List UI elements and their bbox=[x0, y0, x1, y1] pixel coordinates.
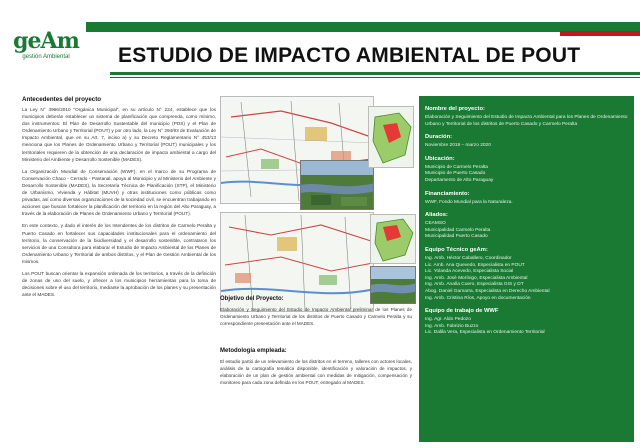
methodology-text: El estudio partió de un relevamiento de los distritos en el terreno, talleres con actores locales, análisis de la cartografía temática disponible, identificación y valoración de impactos, y elaboración de un plan de gestión ambiental con medidas de mitigación, compensación y monitoreo para cada zona definida en los POUT, entregado al MADES. bbox=[220, 359, 412, 385]
info-text: Departamento de Alto Paraguay bbox=[425, 177, 494, 183]
team-member: Ing. Amb. Fabrizio Buzzo bbox=[425, 323, 479, 329]
location-inset-map-2 bbox=[370, 214, 416, 264]
team-member: Ing. Agr. Aldo Pedozo bbox=[425, 317, 471, 323]
info-project-name bbox=[425, 106, 628, 128]
info-text: Municipalidad Puerto Casado bbox=[425, 234, 488, 240]
header-red-bar bbox=[560, 31, 640, 36]
title-rule-red bbox=[110, 77, 640, 78]
info-text: Municipio de Carmelo Peralta bbox=[425, 164, 488, 170]
header bbox=[0, 0, 640, 96]
info-text: WWF, Fondo Mundial para la Naturaleza. bbox=[425, 199, 513, 205]
team-member: Lic. Dalila Vera, Especialista en Ordenamiento Territorial bbox=[425, 330, 545, 336]
header-green-bar bbox=[86, 22, 640, 32]
logo-mark: geAm bbox=[13, 28, 79, 54]
info-text: CEAMSO bbox=[425, 221, 446, 227]
objective-text: Elaboración y Seguimiento del Estudio de Impacto Ambiental preliminar de los Planes de Ordenamiento Urbano y Territorial de los distritos de Puerto Casado y Carmelo Peralta y su correspondiente presentación ante el MADES. bbox=[220, 307, 412, 326]
info-heading: Equipo de trabajo de WWF bbox=[425, 308, 499, 315]
info-heading: Nombre del proyecto: bbox=[425, 106, 485, 112]
background-paragraph: En este contexto, y dado el interés de los Intendentes de los distritos de Carmelo Peralta y Puerto Casado en fortalecer sus capacidades institucionales para el ordenamiento del territorio, la conservación de la biodiversidad y el desarrollo sostenible, contrataron los servicios de una Consultora para elaborar el Estudio de Impacto Ambiental de los Planes de Ordenamiento Urbano y Territorial de ambos distritos, y el Plan de Gestión Ambiental de los mismos. bbox=[22, 223, 216, 264]
info-geam-team bbox=[425, 247, 628, 302]
team-member: Abog. Daniel Gamarra, Especialista en Derecho Ambiental bbox=[425, 288, 550, 294]
info-text: Elaboración y Seguimiento del Estudio de Impacto Ambiental para los Planes de Ordenamiento Urbano y Territorial de los distritos de Puerto Casado y Carmelo Peralta bbox=[425, 115, 628, 127]
info-text: Municipio de Puerto Casado bbox=[425, 171, 486, 177]
background-paragraph: La Ley N° 3966/2010 "Orgánica Municipal", en su artículo N° 224, establece que los municipios deberán establecer un sistema de planificación que comprenda, como mínimo, dos instrumentos: El Plan de Desarrollo Sustentable del municipio (PDS) y el Plan de Ordenamiento Urbano y Territorial (POUT) y por otro lado, la Ley N° 294/93 de Evaluación de Impacto Ambiental, que en su Art. 7, inciso a) y su Decreto Reglamentario N° 453/13 menciona que los Planes de Ordenamiento Urbano y Territorial (POUT) municipales y los territoriales requieren de la obtención de una declaración de impacto ambiental a cargo del Ministerio del Ambiente y Desarrollo Sostenible (MADES). bbox=[22, 107, 216, 162]
page-title: ESTUDIO DE IMPACTO AMBIENTAL DE POUT bbox=[118, 44, 581, 67]
info-wwf-team bbox=[425, 308, 628, 337]
team-member: Ing. Amb. Cristina Ríos, Apoyo en documentación bbox=[425, 295, 531, 301]
team-member: Ing. Amb. Analía Cuero, Especialista GIS y DT bbox=[425, 282, 524, 288]
team-member: Ing. Amb. Héctor Caballero, Coordinador bbox=[425, 255, 512, 261]
center-column bbox=[220, 96, 416, 442]
logo-subtitle: gestión Ambiental bbox=[22, 54, 70, 60]
title-rule-green bbox=[110, 72, 640, 75]
info-location bbox=[425, 156, 628, 185]
team-member: Lic. Amb. Ana Quevedo, Especialista en POUT bbox=[425, 262, 525, 268]
info-heading: Duración: bbox=[425, 134, 453, 141]
info-heading: Aliados: bbox=[425, 212, 448, 219]
background-heading: Antecedentes del proyecto bbox=[22, 96, 102, 103]
methodology-heading: Metodología empleada: bbox=[220, 348, 287, 354]
info-duration bbox=[425, 134, 628, 150]
aerial-photo-puerto-casado bbox=[300, 160, 374, 210]
info-allies bbox=[425, 212, 628, 241]
info-text: Municipalidad Carmelo Peralta bbox=[425, 227, 491, 233]
geam-logo bbox=[8, 28, 84, 80]
team-member: Lic. Yolanda Acevedo, Especialista Social bbox=[425, 269, 514, 275]
info-text: Noviembre 2019 – marzo 2020 bbox=[425, 143, 491, 149]
objective-heading: Objetivo del Proyecto: bbox=[220, 296, 284, 302]
background-paragraph: Los POUT buscan orientar la expansión ordenada de los territorios, a través de la definición de zonas de uso del suelo, y ofrecer a los municipios herramientas para la toma de decisiones sobre el uso del territorio, mediante la aprobación de los planes y su presentación ante el MADES. bbox=[22, 270, 216, 298]
background-section bbox=[22, 96, 216, 442]
info-heading: Ubicación: bbox=[425, 155, 455, 162]
location-inset-map-1 bbox=[368, 106, 414, 168]
team-member: Ing. Amb. José Morínigo, Especialista Ambiental bbox=[425, 275, 528, 281]
info-heading: Financiamiento: bbox=[425, 190, 470, 197]
info-funding bbox=[425, 191, 628, 207]
background-paragraph: La Organización Mundial de Conservación (WWF), en el marco de su Programa de Conservación Chaco - Cerrado - Pantanal, apoya al Municipio y al Ministerio del Ambiente y Desarrollo Sostenible (MADES), la Secretaría Técnica de Planificación (STP), el Ministerio de Urbanismo, Vivienda y Hábitat (MUVH) y otras instituciones como públicas como privadas, así como diversas organizaciones de la sociedad civil, se encuentran trabajando en acciones que buscan fortalecer la planificación del territorio en la región del Alto Paraguay, a través de la elaboración de Planes de Ordenamiento Urbano y Territorial (POUT). bbox=[22, 168, 216, 217]
info-heading: Equipo Técnico geAm: bbox=[425, 246, 488, 253]
aerial-photo-carmelo-peralta bbox=[370, 266, 416, 304]
project-info-panel bbox=[419, 96, 634, 442]
